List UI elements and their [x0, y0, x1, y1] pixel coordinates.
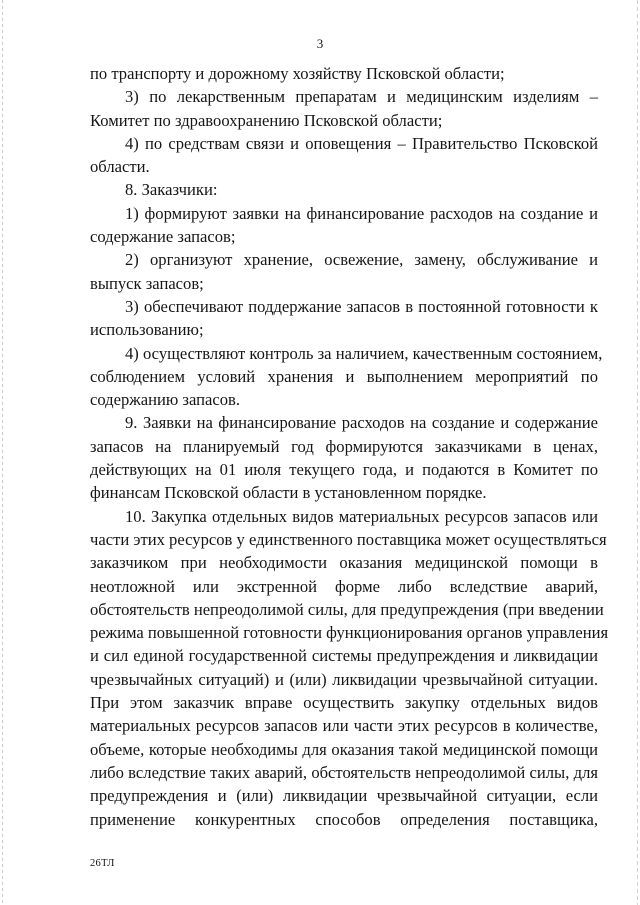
text-line: финансам Псковской области в установленном порядке.: [90, 483, 487, 503]
text-line: области.: [90, 157, 150, 177]
text-line: 10. Закупка отдельных видов материальных ресурсов запасов или: [125, 506, 598, 526]
text-line: содержанию запасов.: [90, 390, 241, 410]
text-line: обстоятельств непреодолимой силы, для предупреждения (при введении: [90, 599, 604, 619]
text-line: 9. Заявки на финансирование расходов на создание и содержание: [125, 413, 598, 433]
text-line: содержание запасов;: [90, 227, 236, 247]
text-line: части этих ресурсов у единственного поставщика может осуществляться: [90, 529, 607, 549]
page-number: 3: [316, 36, 324, 51]
text-line: 3) по лекарственным препаратам и медицинским изделиям –: [125, 87, 598, 107]
text-line: При этом заказчик вправе осуществить закупку отдельных видов: [90, 693, 598, 713]
text-line: 4) по средствам связи и оповещения – Правительство Псковской: [125, 133, 598, 153]
text-line: действующих на 01 июля текущего года, и подаются в Комитет по: [90, 460, 598, 480]
text-line: 8. Заказчики:: [125, 180, 218, 200]
text-line: 2) организуют хранение, освежение, замену, обслуживание и: [125, 250, 598, 270]
text-line: 4) осуществляют контроль за наличием, качественным состоянием,: [125, 343, 603, 363]
text-line: соблюдением условий хранения и выполнением мероприятий по: [90, 366, 598, 386]
scan-right-edge: [637, 0, 638, 905]
text-line: 1) формируют заявки на финансирование расходов на создание и: [125, 203, 598, 223]
text-line: и сил единой государственной системы предупреждения и ликвидации: [90, 646, 598, 666]
text-line: заказчиком при необходимости оказания медицинской помощи в: [90, 553, 598, 573]
text-line: использованию;: [90, 320, 204, 340]
text-line: запасов на планируемый год формируются заказчиками в ценах,: [90, 436, 598, 456]
text-line: применение конкурентных способов определения поставщика,: [90, 809, 598, 829]
text-line: выпуск запасов;: [90, 273, 204, 293]
footer-code: 26ТЛ: [90, 858, 115, 869]
text-line: неотложной или экстренной форме либо вследствие аварий,: [90, 576, 598, 596]
text-line: режима повышенной готовности функционирования органов управления: [90, 623, 609, 643]
text-line: чрезвычайных ситуаций) и (или) ликвидации чрезвычайной ситуации.: [90, 669, 598, 689]
text-line: либо вследствие таких аварий, обстоятельств непреодолимой силы, для: [90, 762, 598, 782]
text-line: 3) обеспечивают поддержание запасов в постоянной готовности к: [125, 296, 598, 316]
text-line: по транспорту и дорожному хозяйству Псковской области;: [90, 64, 505, 83]
text-line: предупреждения и (или) ликвидации чрезвычайной ситуации, если: [90, 786, 598, 806]
text-line: материальных ресурсов запасов или части этих ресурсов в количестве,: [90, 716, 598, 736]
text-line: Комитет по здравоохранению Псковской области;: [90, 110, 443, 130]
scan-left-edge: [2, 0, 3, 905]
document-body: [90, 62, 609, 831]
text-line: объеме, которые необходимы для оказания такой медицинской помощи: [90, 739, 598, 759]
